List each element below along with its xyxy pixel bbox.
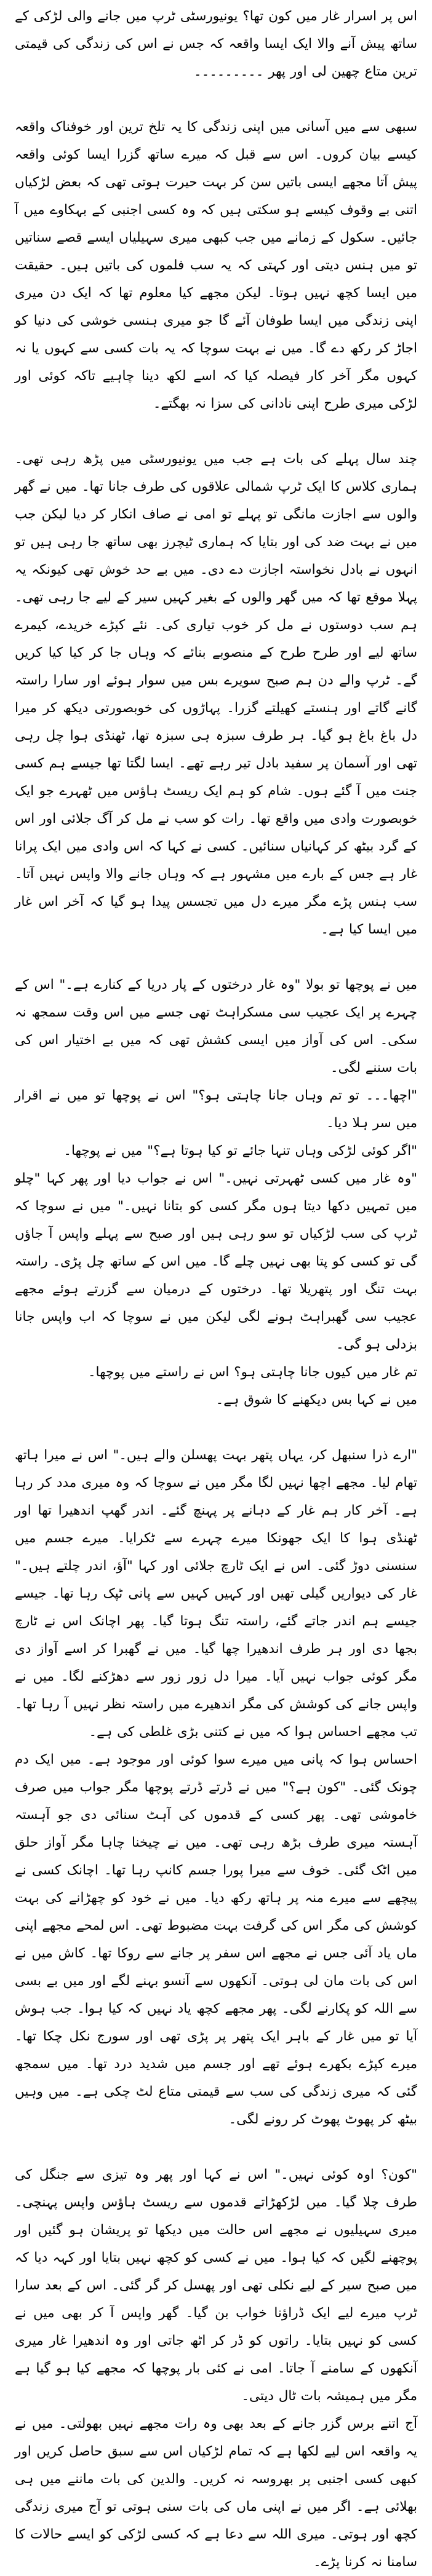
closing-paragraph: آج اتنے برس گزر جانے کے بعد بھی وہ رات مجھے نہیں بھولتی۔ میں نے یہ واقعہ اس لیے لکھا ہے کہ تمام لڑکیاں اس سے سبق حاصل کریں اور کبھی کسی اجنبی پر بھروسہ نہ کریں۔ والدین کی بات ماننے میں ہی بھلائی ہے۔ اگر میں نے اپنی ماں کی بات سنی ہوتی تو آج میری زندگی کچھ اور ہوتی۔ میری اللہ سے دعا ہے کہ کسی لڑکی کو ایسے حالات کا سامنا نہ کرنا پڑے۔ — [15, 2416, 417, 2570]
paragraph-gap — [15, 943, 417, 971]
story-paragraph: "وہ غار میں کسی ٹھہرتی نہیں۔" اس نے جواب دیا اور پھر کہا "چلو میں تمہیں دکھا دیتا ہوں مگر کسی کو بتانا نہیں۔" میں نے سوچا کہ ٹرپ کی سب لڑکیاں تو سو رہی ہیں اور صبح سے پہلے واپس آ جاؤں گی تو کسی کو پتا بھی نہیں چلے گا۔ میں اس کے ساتھ چل پڑی۔ راستہ بہت تنگ اور پتھریلا تھا۔ درختوں کے درمیان سے گزرتے ہوئے مجھے عجیب سی گھبراہٹ ہونے لگی لیکن میں نے سوچا کہ اب واپس جانا بزدلی ہو گی۔ — [15, 1171, 417, 1352]
story-paragraph: میں نے پوچھا تو بولا "وہ غار درختوں کے پار دریا کے کنارے ہے۔" اس کے چہرے پر ایک عجیب سی مسکراہٹ تھی جسے میں اس وقت سمجھ نہ سکی۔ اس کی آواز میں ایسی کشش تھی کہ میں بے اختیار اس کی بات سننے لگی۔ — [15, 977, 417, 1076]
story-paragraph: "کون؟ اوہ کوئی نہیں۔" اس نے کہا اور پھر وہ تیزی سے جنگل کی طرف چلا گیا۔ میں لڑکھڑاتے قدموں سے ریسٹ ہاؤس واپس پہنچی۔ میری سہیلیوں نے مجھے اس حالت میں دیکھا تو پریشان ہو گئیں اور پوچھنے لگیں کہ کیا ہوا۔ میں نے کسی کو کچھ نہیں بتایا اور کہہ دیا کہ میں صبح سیر کے لیے نکلی تھی اور پھسل کر گر گئی۔ اس کے بعد سارا ٹرپ میرے لیے ایک ڈراؤنا خواب بن گیا۔ گھر واپس آ کر بھی میں نے کسی کو نہیں بتایا۔ راتوں کو ڈر کر اٹھ جاتی اور وہ اندھیرا غار میری آنکھوں کے سامنے آ جاتا۔ امی نے کئی بار پوچھا کہ مجھے کیا ہو گیا ہے مگر میں ہمیشہ بات ٹال دیتی۔ — [15, 2167, 417, 2404]
dialogue-line: "اگر کوئی لڑکی وہاں تنہا جائے تو کیا ہوتا ہے؟" میں نے پوچھا۔ — [63, 1143, 417, 1159]
story-paragraph: "ارے ذرا سنبھل کر، یہاں پتھر بہت پھسلن والے ہیں۔" اس نے میرا ہاتھ تھام لیا۔ مجھے اچھا نہیں لگا مگر میں نے سوچا کہ وہ میری مدد کر رہا ہے۔ آخر کار ہم غار کے دہانے پر پہنچ گئے۔ اندر گھپ اندھیرا تھا اور ٹھنڈی ہوا کا ایک جھونکا میرے چہرے سے ٹکرایا۔ میرے جسم میں سنسنی دوڑ گئی۔ اس نے ایک ٹارچ جلائی اور کہا "آؤ، اندر چلتے ہیں۔" غار کی دیواریں گیلی تھیں اور کہیں کہیں سے پانی ٹپک رہا تھا۔ جیسے جیسے ہم اندر جاتے گئے، راستہ تنگ ہوتا گیا۔ پھر اچانک اس نے ٹارچ بجھا دی اور ہر طرف اندھیرا چھا گیا۔ میں نے گھبرا کر اسے آواز دی مگر کوئی جواب نہیں آیا۔ میرا دل زور زور سے دھڑکنے لگا۔ میں نے واپس جانے کی کوشش کی مگر اندھیرے میں راستہ نظر نہیں آ رہا تھا۔ تب مجھے احساس ہوا کہ میں نے کتنی بڑی غلطی کی ہے۔ — [15, 1448, 417, 1740]
dialogue-line: میں نے کہا بس دیکھنے کا شوق ہے۔ — [215, 1392, 417, 1408]
dialogue-line: "اچھا۔۔۔ تو تم وہاں جانا چاہتی ہو؟" اس نے پوچھا تو میں نے اقرار میں سر ہلا دیا۔ — [15, 1088, 417, 1131]
intro-paragraph: اس پر اسرار غار میں کون تھا؟ یونیورسٹی ٹرپ میں جانے والی لڑکی کے ساتھ پیش آنے والا ایک ایسا واقعہ کہ جس نے اس کی زندگی کی قیمتی ترین متاع چھین لی اور پھر ۔۔۔۔۔۔۔۔۔ — [15, 9, 417, 79]
paragraph-gap — [15, 418, 417, 445]
paragraph-gap — [15, 1414, 417, 1441]
dialogue-line: تم غار میں کیوں جانا چاہتی ہو؟ اس نے راستے میں پوچھا۔ — [87, 1365, 417, 1380]
story-paragraph: چند سال پہلے کی بات ہے جب میں یونیورسٹی میں پڑھ رہی تھی۔ ہماری کلاس کا ایک ٹرپ شمالی علاقوں کی طرف جانا تھا۔ میں نے گھر والوں سے اجازت مانگی تو پہلے تو امی نے صاف انکار کر دیا لیکن جب میں نے بہت ضد کی اور بتایا کہ ہماری ٹیچرز بھی ساتھ جا رہی ہیں تو انہوں نے بادل نخواستہ اجازت دے دی۔ میں بے حد خوش تھی کیونکہ یہ پہلا موقع تھا کہ میں گھر والوں کے بغیر کہیں سیر کے لیے جا رہی تھی۔ ہم سب دوستوں نے مل کر خوب تیاری کی۔ نئے کپڑے خریدے، کیمرے ساتھ لیے اور طرح طرح کے منصوبے بنائے کہ وہاں جا کر کیا کیا کریں گے۔ ٹرپ والے دن ہم صبح سویرے بس میں سوار ہوئے اور سارا راستہ گانے گاتے اور ہنستے کھیلتے گزرا۔ پہاڑوں کی خوبصورتی دیکھ کر میرا دل باغ باغ ہو گیا۔ ہر طرف سبزہ ہی سبزہ تھا، ٹھنڈی ہوا چل رہی تھی اور آسمان پر سفید بادل تیر رہے تھے۔ ایسا لگتا تھا جیسے ہم کسی جنت میں آ گئے ہوں۔ شام کو ہم ایک ریسٹ ہاؤس میں ٹھہرے جو ایک خوبصورت وادی میں واقع تھا۔ رات کو سب نے مل کر آگ جلائی اور اس کے گرد بیٹھ کر کہانیاں سنائیں۔ کسی نے کہا کہ اس وادی میں ایک پرانا غار ہے جس کے بارے میں مشہور ہے کہ وہاں جانے والا واپس نہیں آتا۔ سب ہنس پڑے مگر میرے دل میں تجسس پیدا ہو گیا کہ آخر اس غار میں ایسا کیا ہے۔ — [15, 451, 417, 937]
paragraph-gap — [15, 85, 417, 113]
story-paragraph: احساس ہوا کہ پانی میں میرے سوا کوئی اور موجود ہے۔ میں ایک دم چونک گئی۔ "کون ہے؟" میں نے ڈرتے ڈرتے پوچھا مگر جواب میں صرف خاموشی تھی۔ پھر کسی کے قدموں کی آہٹ سنائی دی جو آہستہ آہستہ میری طرف بڑھ رہی تھی۔ میں نے چیخنا چاہا مگر آواز حلق میں اٹک گئی۔ خوف سے میرا پورا جسم کانپ رہا تھا۔ اچانک کسی نے پیچھے سے میرے منہ پر ہاتھ رکھ دیا۔ میں نے خود کو چھڑانے کی بہت کوشش کی مگر اس کی گرفت بہت مضبوط تھی۔ اس لمحے مجھے اپنی ماں یاد آئی جس نے مجھے اس سفر پر جانے سے روکا تھا۔ کاش میں نے اس کی بات مان لی ہوتی۔ آنکھوں سے آنسو بہنے لگے اور میں بے بسی سے اللہ کو پکارنے لگی۔ پھر مجھے کچھ یاد نہیں کہ کیا ہوا۔ جب ہوش آیا تو میں غار کے باہر ایک پتھر پر پڑی تھی اور سورج نکل چکا تھا۔ میرے کپڑے بکھرے ہوئے تھے اور جسم میں شدید درد تھا۔ میں سمجھ گئی کہ میری زندگی کی سب سے قیمتی متاع لٹ چکی ہے۔ میں وہیں بیٹھ کر پھوٹ پھوٹ کر رونے لگی۔ — [15, 1752, 417, 2127]
story-paragraph: سبھی سے میں آسانی میں اپنی زندگی کا یہ تلخ ترین اور خوفناک واقعہ کیسے بیان کروں۔ اس سے قبل کہ میرے ساتھ گزرا ایسا کوئی واقعہ پیش آتا مجھے ایسی باتیں سن کر بہت حیرت ہوتی تھی کہ بعض لڑکیاں اتنی بے وقوف کیسے ہو سکتی ہیں کہ وہ کسی اجنبی کے بہکاوے میں آ جائیں۔ سکول کے زمانے میں جب کبھی میری سہیلیاں ایسے قصے سناتیں تو میں ہنس دیتی اور کہتی کہ یہ سب فلموں کی باتیں ہیں۔ حقیقت میں ایسا کچھ نہیں ہوتا۔ لیکن مجھے کیا معلوم تھا کہ ایک دن میری اپنی زندگی میں ایسا طوفان آئے گا جو میری ہنسی خوشی کی دنیا کو اجاڑ کر رکھ دے گا۔ میں نے بہت سوچا کہ یہ بات کسی سے کہوں یا نہ کہوں مگر آخر کار فیصلہ کیا کہ اسے لکھ دینا چاہیے تاکہ کوئی اور لڑکی میری طرح اپنی نادانی کی سزا نہ بھگتے۔ — [15, 119, 417, 411]
paragraph-gap — [15, 2133, 417, 2161]
